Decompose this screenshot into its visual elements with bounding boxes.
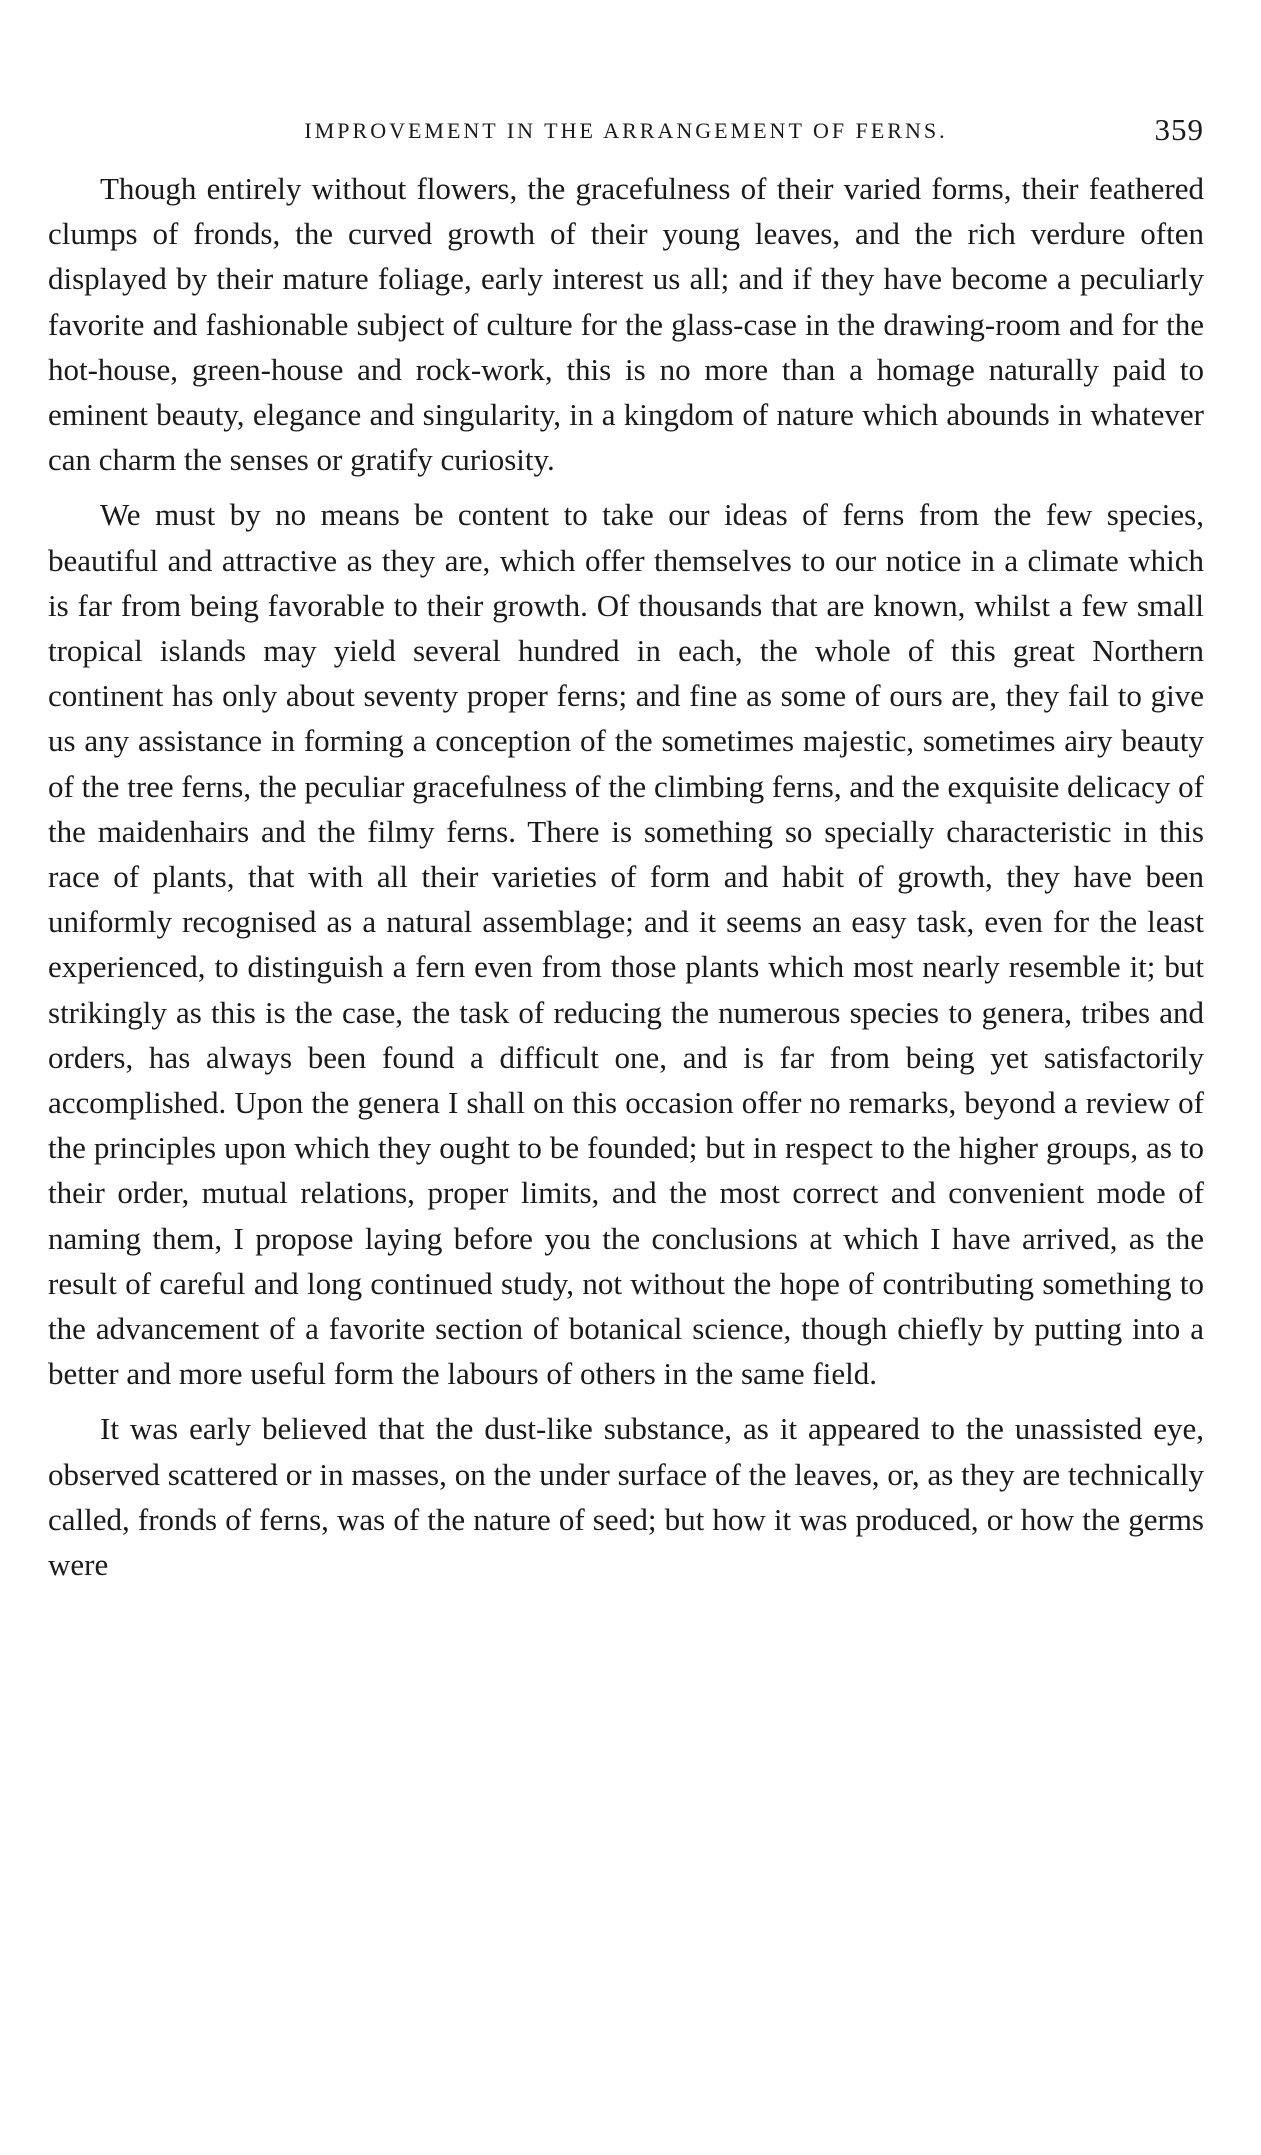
paragraph: It was early believed that the dust-like substance, as it appeared to the unassisted eye, observed scattered or in masses, on the under surface of the leaves, or, as they are technically called, fronds of ferns, was of the nature of seed; but how it was produced, or how the germs were (48, 1411, 1204, 1583)
page-header (48, 112, 1204, 152)
running-head: IMPROVEMENT IN THE ARRANGEMENT OF FERNS. (304, 118, 948, 143)
paragraph: We must by no means be content to take our ideas of ferns from the few species, beautiful and attractive as they are, which offer themselves to our notice in a climate which is far from being favorable to their growth. Of thousands that are known, whilst a few small tropical islands may yield several hundred in each, the whole of this great Northern continent has only about seventy proper ferns; and fine as some of ours are, they fail to give us any assistance in forming a conception of the sometimes majestic, sometimes airy beauty of the tree ferns, the peculiar gracefulness of the climbing ferns, and the exquisite delicacy of the maidenhairs and the filmy ferns. There is something so specially characteristic in this race of plants, that with all their varieties of form and habit of growth, they have been uniformly recognised as a natural assemblage; and it seems an easy task, even for the least experienced, to distinguish a fern even from those plants which most nearly resemble it; but strikingly as this is the case, the task of reducing the numerous species to genera, tribes and orders, has always been found a difficult one, and is far from being yet satisfactorily accomplished. Upon the genera I shall on this occasion offer no remarks, beyond a review of the principles upon which they ought to be founded; but in respect to the higher groups, as to their order, mutual relations, proper limits, and the most correct and convenient mode of naming them, I propose laying before you the conclusions at which I have arrived, as the result of careful and long continued study, not without the hope of contributing something to the advancement of a favorite section of botanical science, though chiefly by putting into a better and more useful form the labours of others in the same field. (48, 497, 1205, 1392)
paragraph: Though entirely without flowers, the gracefulness of their varied forms, their feathered clumps of fronds, the curved growth of their young leaves, and the rich verdure often displayed by their mature foliage, early interest us all; and if they have become a peculiarly favorite and fashionable subject of culture for the glass-case in the drawing-room and for the hot-house, green-house and rock-work, this is no more than a homage naturally paid to eminent beauty, elegance and singularity, in a kingdom of nature which abounds in whatever can charm the senses or gratify curiosity. (48, 171, 1204, 478)
page-number: 359 (1154, 112, 1204, 147)
book-page (48, 112, 1204, 1597)
body-text (48, 166, 1204, 1587)
